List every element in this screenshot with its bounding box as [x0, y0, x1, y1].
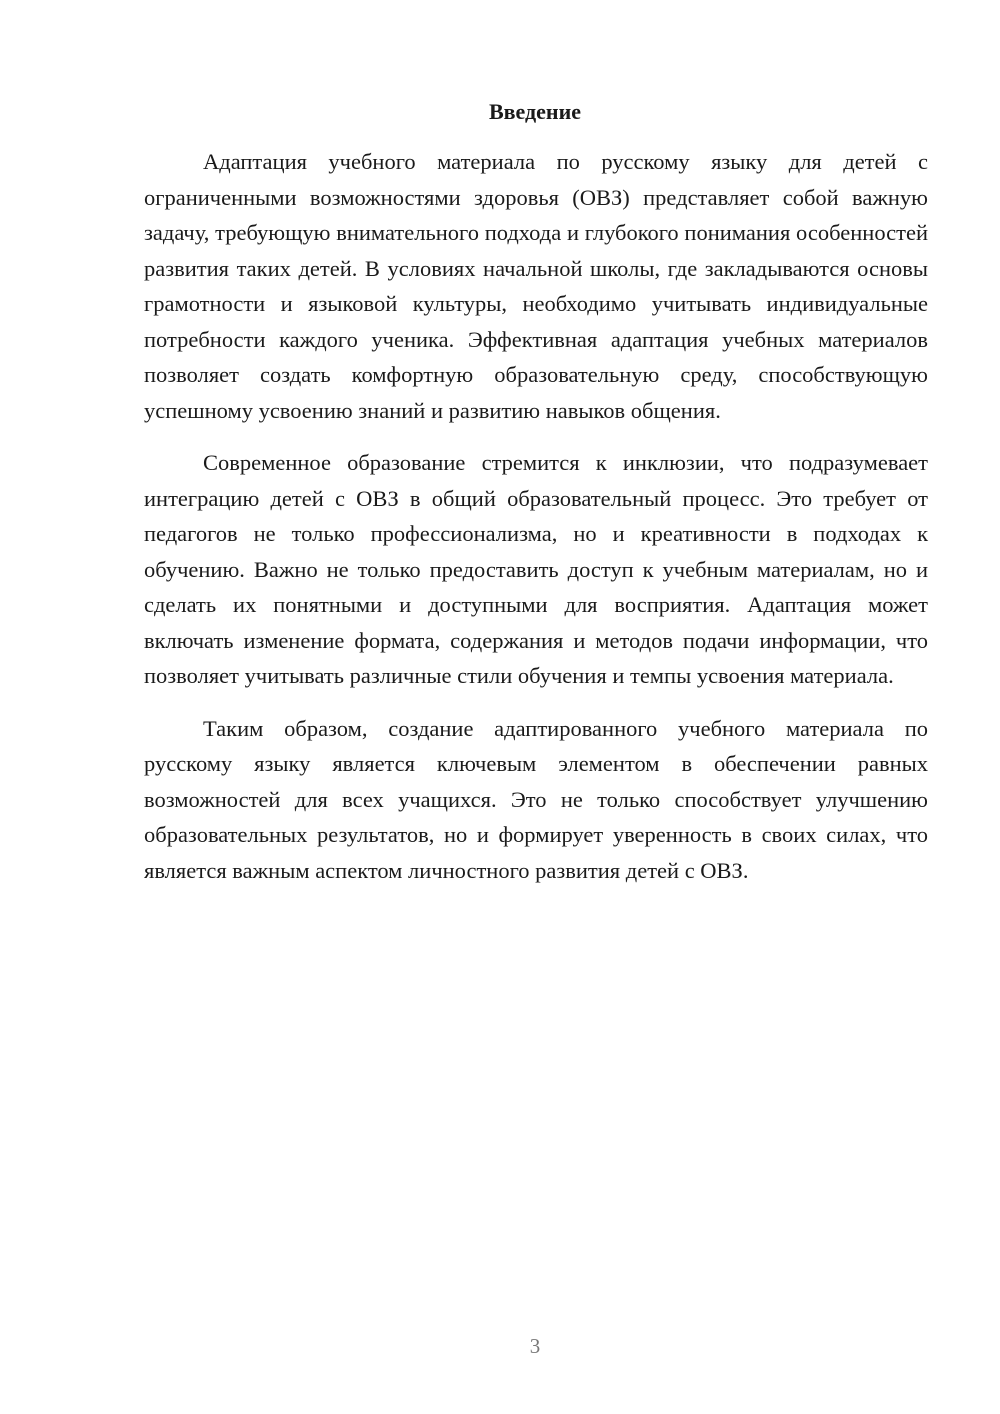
body-text: [144, 144, 928, 905]
paragraph-2: Современное образование стремится к инклюзии, что подразумевает интеграцию детей с ОВЗ в общий образовательный процесс. Это требует от педагогов не только профессионализма, но и креативности в подходах к обучению. Важно не только предоставить доступ к учебным материалам, но и сделать их понятными и доступными для восприятия. Адаптация может включать изменение формата, содержания и методов подачи информации, что позволяет учитывать различные стили обучения и темпы усвоения материала.: [144, 450, 928, 688]
section-heading: Введение: [488, 99, 582, 124]
paragraph-1: Адаптация учебного материала по русскому языку для детей с ограниченными возможностями здоровья (ОВЗ) представляет собой важную задачу, требующую внимательного подхода и глубокого понимания особенностей развития таких детей. В условиях начальной школы, где закладываются основы грамотности и языковой культуры, необходимо учитывать индивидуальные потребности каждого ученика. Эффективная адаптация учебных материалов позволяет создать комфортную образовательную среду, способствующую успешному усвоению знаний и развитию навыков общения.: [144, 149, 928, 423]
page-number: 3: [529, 1334, 541, 1358]
paragraph-3: Таким образом, создание адаптированного учебного материала по русскому языку является ключевым элементом в обеспечении равных возможностей для всех учащихся. Это не только способствует улучшению образовательных результатов, но и формирует уверенность в своих силах, что является важным аспектом личностного развития детей с ОВЗ.: [144, 715, 928, 883]
